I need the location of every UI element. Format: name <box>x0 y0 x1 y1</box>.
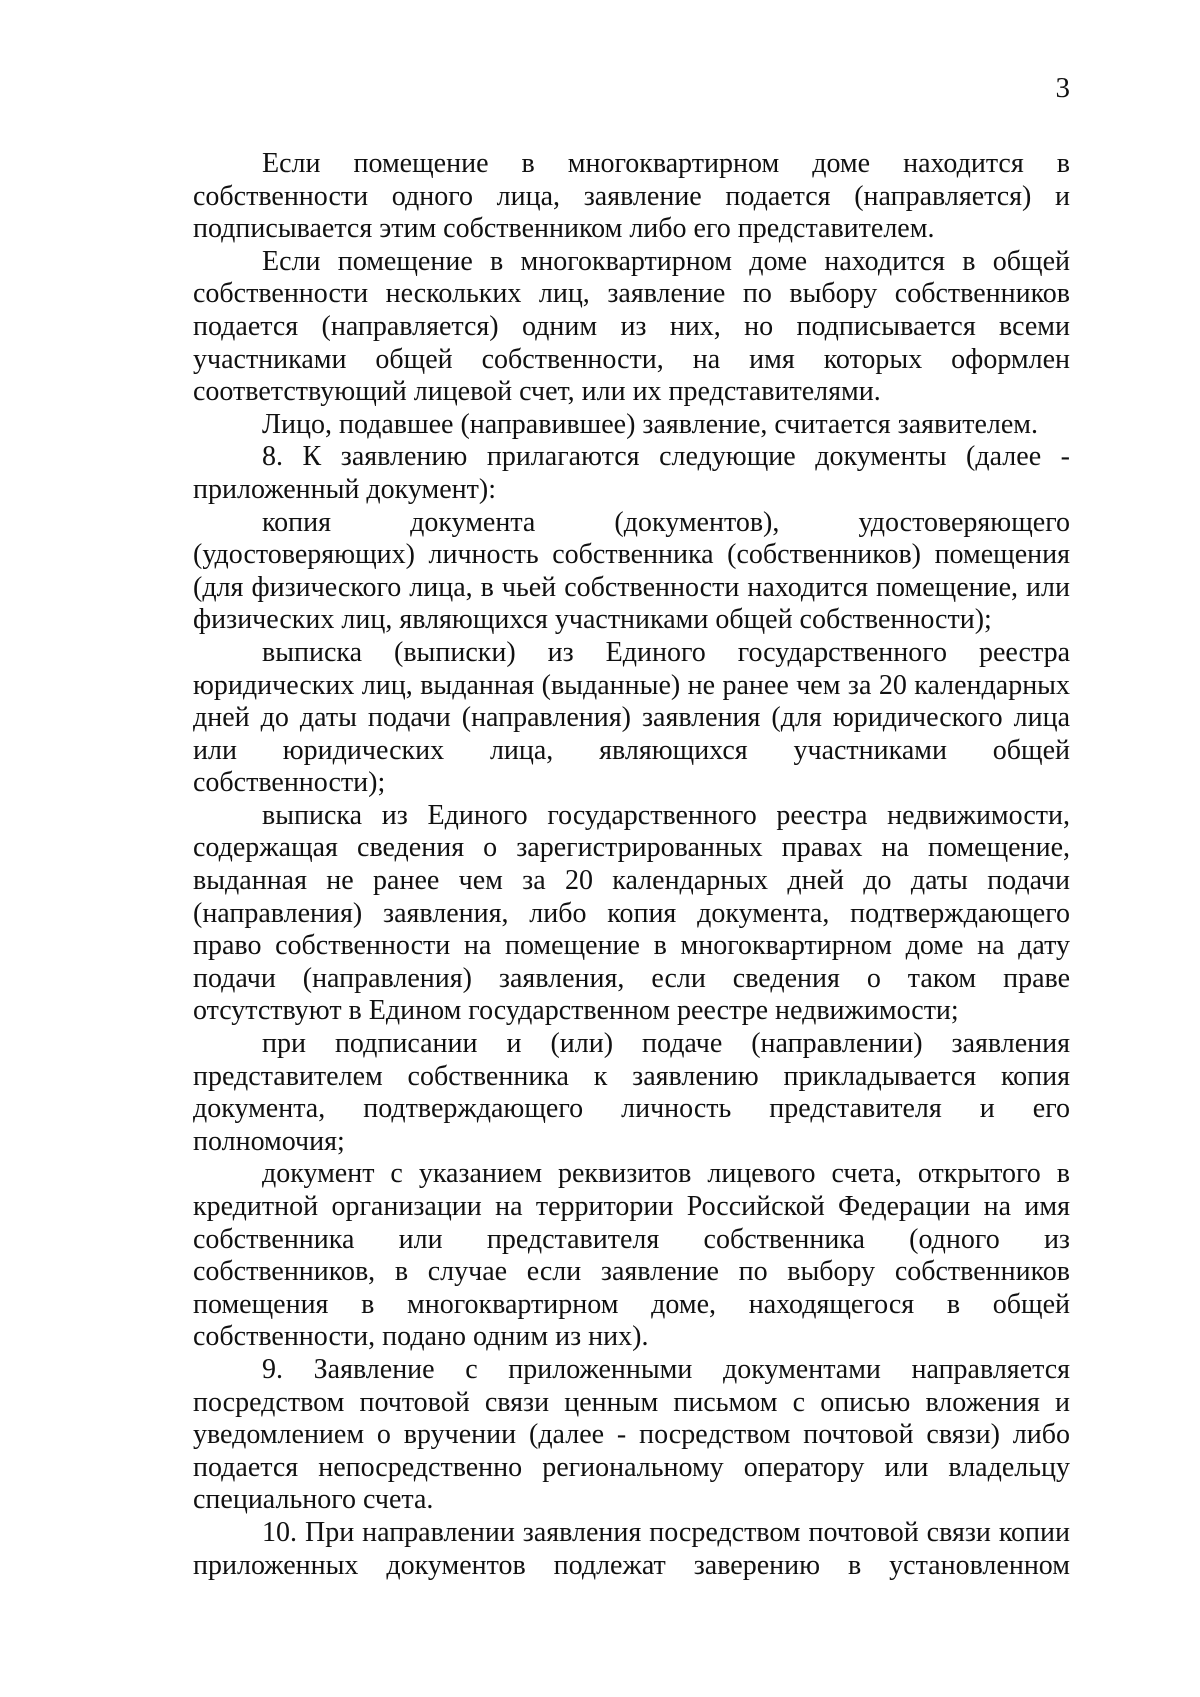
paragraph-item-9: 9. Заявление с приложенными документами направляется посредством почтовой связи ценным письмом с описью вложения и уведомлением о вручении (далее - посредством почтовой связи) либо подается непосредственно региональному оператору или владельцу специального счета. <box>193 1353 1070 1516</box>
page-number: 3 <box>1055 72 1070 104</box>
document-body <box>193 148 1070 1582</box>
paragraph-single-owner: Если помещение в многоквартирном доме находится в собственности одного лица, заявление подается (направляется) и подписывается этим собственником либо его представителем. <box>193 148 1070 245</box>
paragraph-identity-document: копия документа (документов), удостоверяющего (удостоверяющих) личность собственника (собственников) помещения (для физического лица, в чьей собственности находится помещение, или физических лиц, являющихся участниками общей собственности); <box>193 506 1070 636</box>
paragraph-item-10: 10. При направлении заявления посредством почтовой связи копии приложенных документов подлежат заверению в установленном <box>193 1516 1070 1581</box>
paragraph-item-8: 8. К заявлению прилагаются следующие документы (далее - приложенный документ): <box>193 441 1070 505</box>
paragraph-bank-account: документ с указанием реквизитов лицевого счета, открытого в кредитной организации на территории Российской Федерации на имя собственника или представителя собственника (одного из собственников, в случае если заявление по выбору собственников помещения в многоквартирном доме, находящегося в общей собственности, подано одним из них). <box>193 1158 1070 1353</box>
paragraph-representative: при подписании и (или) подаче (направлении) заявления представителем собственника к заявлению прикладывается копия документа, подтверждающего личность представителя и его полномочия; <box>193 1028 1070 1157</box>
paragraph-applicant: Лицо, подавшее (направившее) заявление, считается заявителем. <box>262 408 1039 440</box>
paragraph-legal-entities-extract: выписка (выписки) из Единого государственного реестра юридических лиц, выданная (выданные) не ранее чем за 20 календарных дней до даты подачи (направления) заявления (для юридического лица или юридических лица, являющихся участниками общей собственности); <box>193 636 1070 799</box>
paragraph-real-estate-extract: выписка из Единого государственного реестра недвижимости, содержащая сведения о зарегистрированных правах на помещение, выданная не ранее чем за 20 календарных дней до даты подачи (направления) заявления, либо копия документа, подтверждающего право собственности на помещение в многоквартирном доме на дату подачи (направления) заявления, если сведения о таком праве отсутствуют в Едином государственном реестре недвижимости; <box>193 799 1070 1027</box>
paragraph-common-ownership: Если помещение в многоквартирном доме находится в общей собственности нескольких лиц, заявление по выбору собственников подается (направляется) одним из них, но подписывается всеми участниками общей собственности, на имя которых оформлен соответствующий лицевой счет, или их представителями. <box>193 245 1070 408</box>
